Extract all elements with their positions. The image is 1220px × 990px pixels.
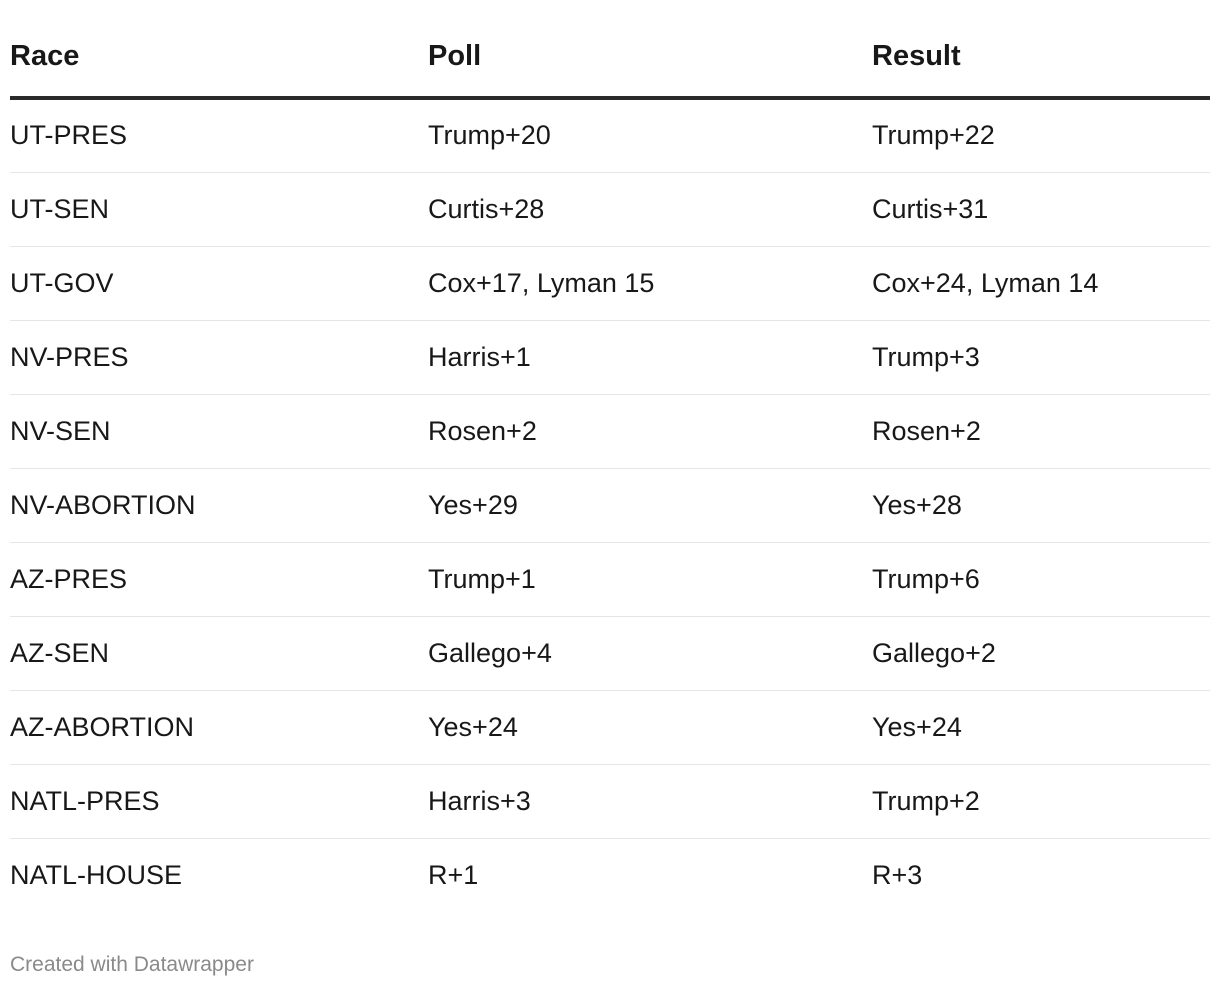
table-row bbox=[10, 690, 1210, 764]
poll-cell: Curtis+28 bbox=[428, 172, 872, 246]
table-body bbox=[10, 98, 1210, 912]
poll-cell: Gallego+4 bbox=[428, 616, 872, 690]
result-cell: Trump+6 bbox=[872, 542, 1210, 616]
result-cell: Yes+28 bbox=[872, 468, 1210, 542]
poll-cell: Trump+1 bbox=[428, 542, 872, 616]
result-cell: Gallego+2 bbox=[872, 616, 1210, 690]
result-cell: Cox+24, Lyman 14 bbox=[872, 246, 1210, 320]
result-cell: R+3 bbox=[872, 859, 923, 890]
race-cell: AZ-SEN bbox=[10, 616, 428, 690]
table-row bbox=[10, 320, 1210, 394]
poll-cell: Harris+1 bbox=[428, 320, 872, 394]
table-row bbox=[10, 616, 1210, 690]
poll-cell: Trump+20 bbox=[428, 98, 872, 172]
result-cell: Trump+2 bbox=[872, 764, 1210, 838]
table-header bbox=[10, 0, 1210, 98]
result-cell: Trump+22 bbox=[872, 98, 1210, 172]
result-cell: Rosen+2 bbox=[872, 394, 1210, 468]
race-cell: UT-SEN bbox=[10, 172, 428, 246]
race-cell: NV-SEN bbox=[10, 394, 428, 468]
poll-cell: Yes+24 bbox=[428, 690, 872, 764]
header-row bbox=[10, 0, 1210, 98]
race-cell: NATL-HOUSE bbox=[10, 859, 183, 890]
race-cell: UT-PRES bbox=[10, 98, 428, 172]
race-cell: UT-GOV bbox=[10, 246, 428, 320]
poll-cell: Cox+17, Lyman 15 bbox=[428, 246, 872, 320]
result-cell: Yes+24 bbox=[872, 690, 1210, 764]
table-row bbox=[10, 98, 1210, 172]
column-header-result: Result bbox=[872, 0, 1210, 98]
table-row bbox=[10, 542, 1210, 616]
race-cell: AZ-ABORTION bbox=[10, 690, 428, 764]
race-cell: AZ-PRES bbox=[10, 542, 428, 616]
column-header-poll: Poll bbox=[428, 0, 872, 98]
table-row bbox=[10, 468, 1210, 542]
datawrapper-credit: Created with Datawrapper bbox=[10, 953, 254, 976]
poll-cell: Rosen+2 bbox=[428, 394, 872, 468]
table-row bbox=[10, 172, 1210, 246]
column-header-race: Race bbox=[10, 0, 428, 98]
table-row bbox=[10, 246, 1210, 320]
result-cell: Curtis+31 bbox=[872, 172, 1210, 246]
results-table-container bbox=[10, 0, 1210, 912]
table-row bbox=[10, 764, 1210, 838]
results-table bbox=[10, 0, 1210, 912]
race-cell: NV-PRES bbox=[10, 320, 428, 394]
result-cell: Trump+3 bbox=[872, 320, 1210, 394]
table-row bbox=[10, 838, 1210, 912]
poll-cell: Yes+29 bbox=[428, 468, 872, 542]
race-cell: NATL-PRES bbox=[10, 764, 428, 838]
race-cell: NV-ABORTION bbox=[10, 468, 428, 542]
poll-cell: R+1 bbox=[428, 859, 479, 890]
poll-cell: Harris+3 bbox=[428, 764, 872, 838]
table-row bbox=[10, 394, 1210, 468]
